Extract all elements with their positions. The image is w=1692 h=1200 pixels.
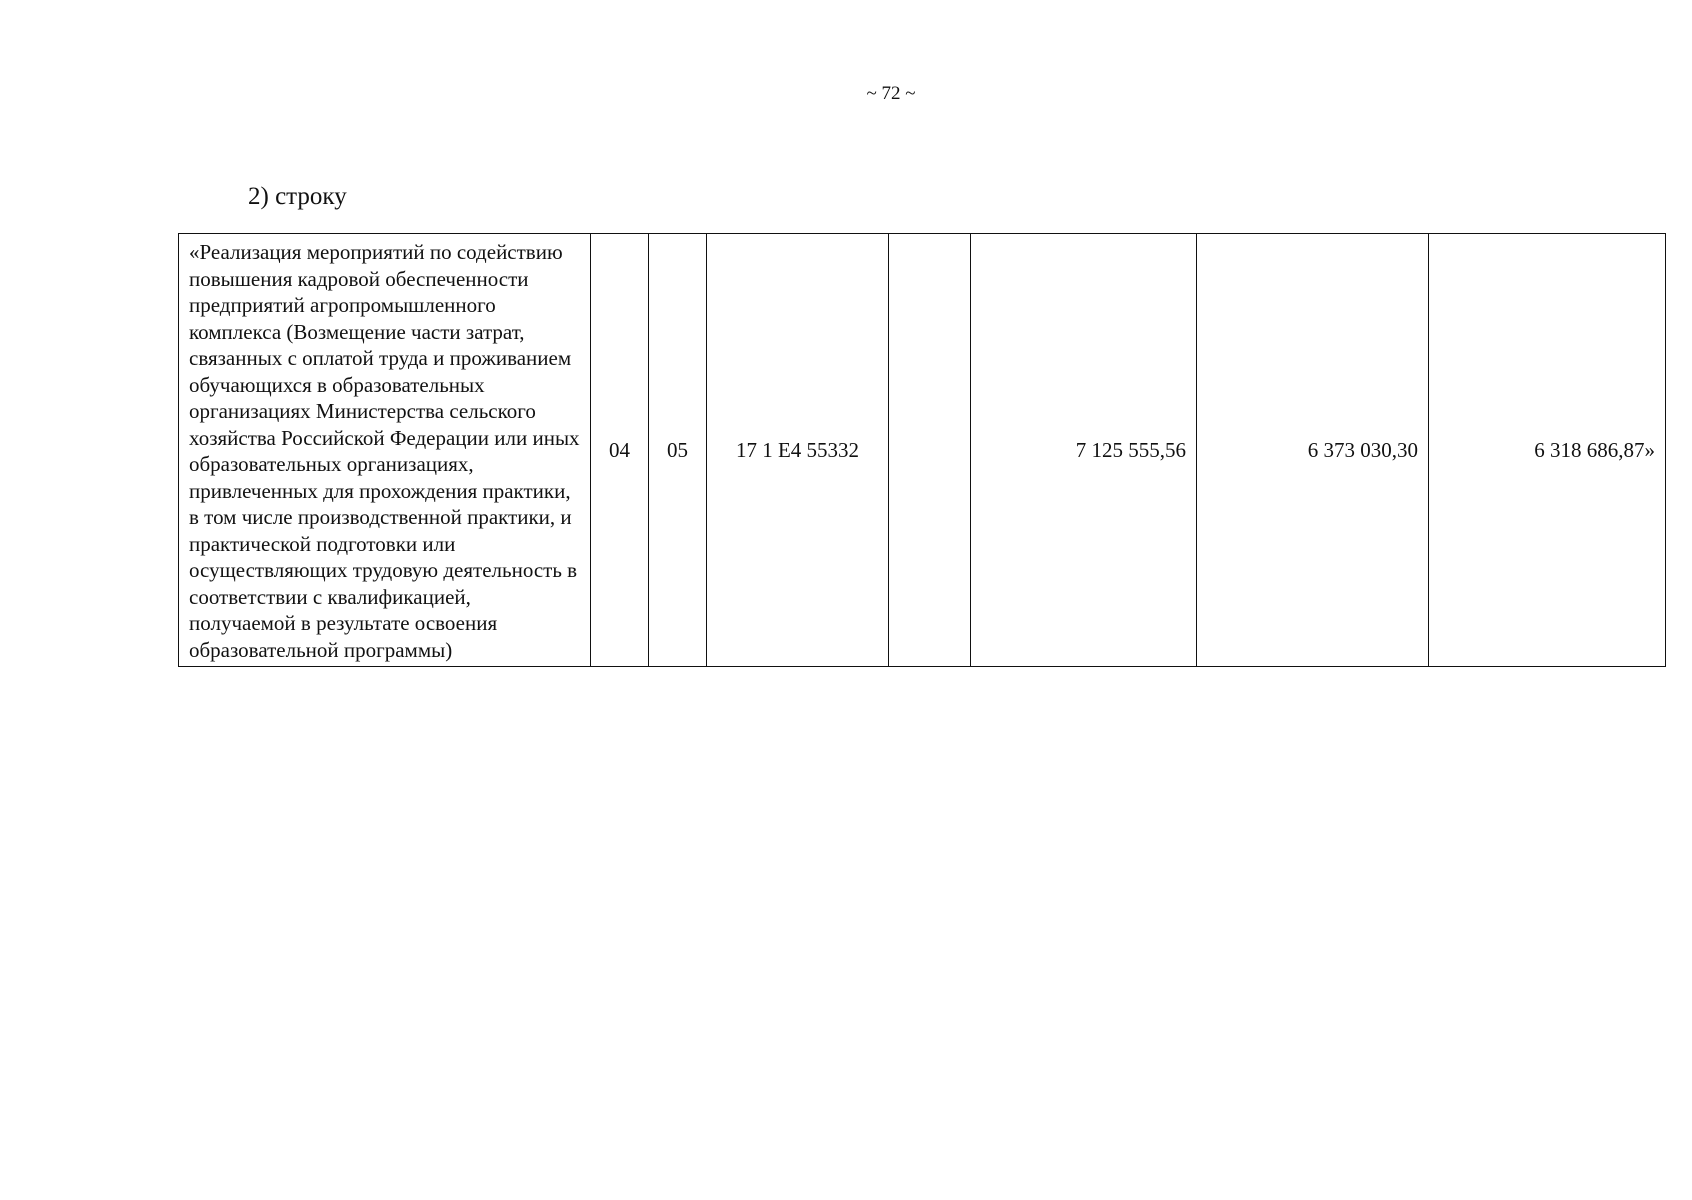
subsection-code-cell: 05 [649, 234, 707, 667]
section-code-cell: 04 [591, 234, 649, 667]
amount-1-cell: 7 125 555,56 [971, 234, 1197, 667]
target-article-cell: 17 1 Е4 55332 [707, 234, 889, 667]
expense-type-cell [889, 234, 971, 667]
expense-name-cell: «Реализация мероприятий по содействию повышения кадровой обеспеченности предприятий агропромышленного комплекса (Возмещение части затрат, связанных с оплатой труда и проживанием обучающихся в образовательных организациях Министерства сельского хозяйства Российской Федерации или иных образовательных организациях, привлеченных для прохождения практики, в том числе производственной практики, и практической подготовки или осуществляющих трудовую деятельность в соответствии с квалификацией, получаемой в результате освоения образовательной программы) [179, 234, 591, 667]
amount-2-cell: 6 373 030,30 [1197, 234, 1429, 667]
page-number: ~ 72 ~ [866, 83, 916, 104]
section-label: 2) строку [248, 183, 347, 210]
budget-table [178, 233, 1666, 667]
amount-3-cell: 6 318 686,87» [1429, 234, 1666, 667]
table-row [179, 234, 1666, 667]
